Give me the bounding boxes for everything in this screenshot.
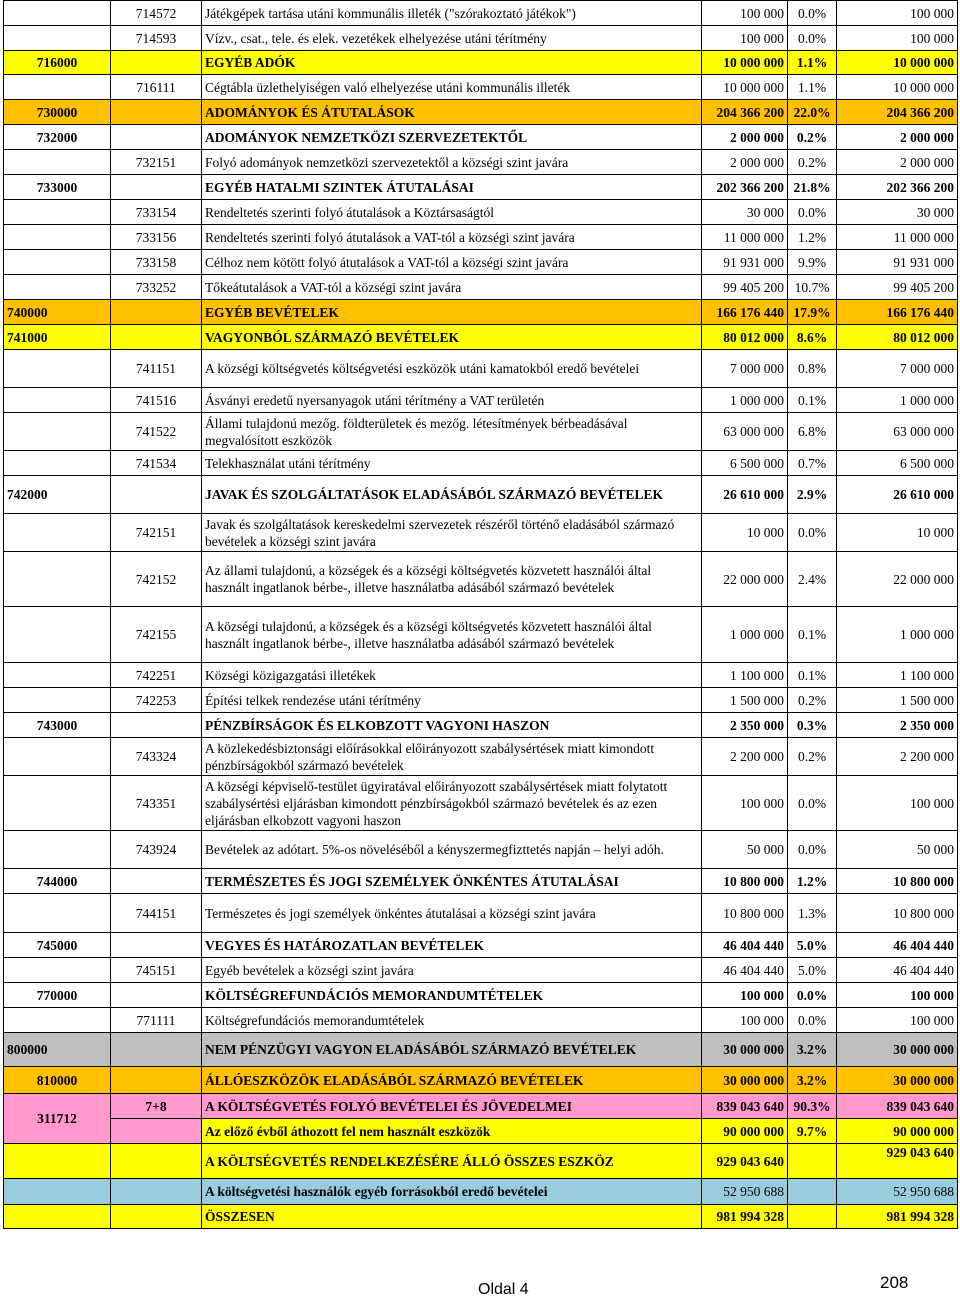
amount-value: 30 000 000 <box>702 1033 788 1067</box>
amount-value: 46 404 440 <box>702 933 788 958</box>
total-value: 10 000 000 <box>837 75 958 100</box>
code-sub <box>111 983 202 1008</box>
code-main: 742000 <box>4 476 111 514</box>
code-sub: 742253 <box>111 688 202 713</box>
row-description: VEGYES ÉS HATÁROZATLAN BEVÉTELEK <box>202 933 702 958</box>
row-description: Telekhasználat utáni térítmény <box>202 451 702 476</box>
code-sub <box>111 1205 202 1229</box>
code-main <box>4 1179 111 1205</box>
percent-value: 0.2% <box>788 688 837 713</box>
code-sub <box>111 125 202 150</box>
amount-value: 981 994 328 <box>702 1205 788 1229</box>
table-row <box>4 26 958 51</box>
percent-value: 9.7% <box>788 1119 837 1144</box>
row-description: ADOMÁNYOK NEMZETKÖZI SZERVEZETEKTŐL <box>202 125 702 150</box>
percent-value: 0.1% <box>788 607 837 663</box>
amount-value: 202 366 200 <box>702 175 788 200</box>
total-value: 46 404 440 <box>837 933 958 958</box>
amount-value: 839 043 640 <box>702 1094 788 1119</box>
total-value: 52 950 688 <box>837 1179 958 1205</box>
percent-value: 5.0% <box>788 958 837 983</box>
row-description: PÉNZBÍRSÁGOK ÉS ELKOBZOTT VAGYONI HASZON <box>202 713 702 738</box>
code-main: 743000 <box>4 713 111 738</box>
code-sub <box>111 1179 202 1205</box>
code-main: 810000 <box>4 1067 111 1094</box>
table-row <box>4 1179 958 1205</box>
row-description: Állami tulajdonú mezőg. földterületek és mezőg. létesítmények bérbeadásával megvalósított eszközök <box>202 413 702 451</box>
table-row <box>4 552 958 607</box>
percent-value: 1.3% <box>788 894 837 933</box>
amount-value: 52 950 688 <box>702 1179 788 1205</box>
code-main <box>4 1008 111 1033</box>
percent-value: 2.4% <box>788 552 837 607</box>
amount-value: 2 000 000 <box>702 125 788 150</box>
table-row <box>4 200 958 225</box>
code-main: 716000 <box>4 51 111 75</box>
amount-value: 1 000 000 <box>702 388 788 413</box>
code-sub <box>111 1033 202 1067</box>
row-description: EGYÉB HATALMI SZINTEK ÁTUTALÁSAI <box>202 175 702 200</box>
code-main <box>4 150 111 175</box>
row-description: Bevételek az adótart. 5%-os növeléséből a kényszermegfizttetés napján – helyi adóh. <box>202 831 702 869</box>
amount-value: 166 176 440 <box>702 300 788 325</box>
code-main <box>4 1 111 26</box>
total-value: 6 500 000 <box>837 451 958 476</box>
code-sub: 742155 <box>111 607 202 663</box>
code-sub: 7+8 <box>111 1094 202 1119</box>
amount-value: 63 000 000 <box>702 413 788 451</box>
code-main <box>4 250 111 275</box>
table-row <box>4 150 958 175</box>
total-value: 1 000 000 <box>837 607 958 663</box>
code-main: 740000 <box>4 300 111 325</box>
code-sub: 732151 <box>111 150 202 175</box>
row-description: Községi közigazgatási illetékek <box>202 663 702 688</box>
code-main: 730000 <box>4 100 111 125</box>
total-value: 100 000 <box>837 1008 958 1033</box>
code-main <box>4 958 111 983</box>
table-row <box>4 831 958 869</box>
row-description: A KÖLTSÉGVETÉS FOLYÓ BEVÉTELEI ÉS JÖVEDELMEI <box>202 1094 702 1119</box>
amount-value: 1 100 000 <box>702 663 788 688</box>
amount-value: 2 000 000 <box>702 150 788 175</box>
total-value: 1 100 000 <box>837 663 958 688</box>
total-value: 7 000 000 <box>837 350 958 388</box>
row-description: Az állami tulajdonú, a községek és a községi költségvetés közvetett használói által használt ingatlanok bérbe-, illetve használatba adásából származó bevételek <box>202 552 702 607</box>
total-value: 100 000 <box>837 983 958 1008</box>
table-row <box>4 413 958 451</box>
table-row <box>4 250 958 275</box>
code-sub <box>111 1144 202 1179</box>
code-main <box>4 1144 111 1179</box>
total-value: 2 200 000 <box>837 738 958 776</box>
table-row <box>4 958 958 983</box>
total-value: 26 610 000 <box>837 476 958 514</box>
total-value: 202 366 200 <box>837 175 958 200</box>
row-description: ÁLLÓESZKÖZÖK ELADÁSÁBÓL SZÁRMAZÓ BEVÉTELEK <box>202 1067 702 1094</box>
percent-value: 0.0% <box>788 514 837 552</box>
total-value: 50 000 <box>837 831 958 869</box>
amount-value: 10 000 <box>702 514 788 552</box>
code-main <box>4 1205 111 1229</box>
row-description: Ásványi eredetű nyersanyagok utáni térítmény a VAT területén <box>202 388 702 413</box>
code-sub: 741534 <box>111 451 202 476</box>
row-description: Költségrefundációs memorandumtételek <box>202 1008 702 1033</box>
amount-value: 22 000 000 <box>702 552 788 607</box>
code-sub: 733154 <box>111 200 202 225</box>
percent-value: 0.8% <box>788 350 837 388</box>
amount-value: 10 000 000 <box>702 75 788 100</box>
table-row <box>4 1033 958 1067</box>
amount-value: 50 000 <box>702 831 788 869</box>
total-value: 46 404 440 <box>837 958 958 983</box>
amount-value: 7 000 000 <box>702 350 788 388</box>
row-description: A községi tulajdonú, a községek és a községi költségvetés közvetett használói által használt ingatlanok bérbe-, illetve használatba adásából származó bevételek <box>202 607 702 663</box>
percent-value: 1.1% <box>788 75 837 100</box>
row-description: A községi költségvetés költségvetési eszközök utáni kamatokból eredő bevételei <box>202 350 702 388</box>
table-row <box>4 1067 958 1094</box>
code-sub: 771111 <box>111 1008 202 1033</box>
row-description: ÖSSZESEN <box>202 1205 702 1229</box>
percent-value: 0.0% <box>788 1008 837 1033</box>
code-main <box>4 894 111 933</box>
code-sub <box>111 933 202 958</box>
total-value: 1 500 000 <box>837 688 958 713</box>
table-row <box>4 869 958 894</box>
table-row <box>4 738 958 776</box>
amount-value: 1 000 000 <box>702 607 788 663</box>
code-main <box>4 607 111 663</box>
total-value: 30 000 000 <box>837 1033 958 1067</box>
table-row <box>4 1 958 26</box>
code-sub: 742151 <box>111 514 202 552</box>
total-value: 2 000 000 <box>837 150 958 175</box>
code-main <box>4 738 111 776</box>
table-row <box>4 75 958 100</box>
amount-value: 10 800 000 <box>702 869 788 894</box>
total-value: 80 012 000 <box>837 325 958 350</box>
table-row <box>4 451 958 476</box>
code-sub <box>111 1119 202 1144</box>
percent-value: 0.0% <box>788 26 837 51</box>
row-description: Vízv., csat., tele. és elek. vezetékek elhelyezése utáni térítmény <box>202 26 702 51</box>
total-value: 2 350 000 <box>837 713 958 738</box>
code-sub <box>111 175 202 200</box>
total-value: 100 000 <box>837 776 958 831</box>
row-description: Folyó adományok nemzetközi szervezetektől a községi szint javára <box>202 150 702 175</box>
row-description: Rendeltetés szerinti folyó átutalások a VAT-tól a községi szint javára <box>202 225 702 250</box>
percent-value: 0.1% <box>788 663 837 688</box>
code-sub: 745151 <box>111 958 202 983</box>
amount-value: 11 000 000 <box>702 225 788 250</box>
row-description: VAGYONBÓL SZÁRMAZÓ BEVÉTELEK <box>202 325 702 350</box>
row-description: A községi képviselő-testület ügyiratával előirányozott szabálysértések miatt folytatott szabálysértési eljárásban kimondott pénzbírságokból származó bevételek és az ezen eljárásban elkobzott vagyoni haszon <box>202 776 702 831</box>
code-main: 744000 <box>4 869 111 894</box>
total-value: 91 931 000 <box>837 250 958 275</box>
total-value: 839 043 640 <box>837 1094 958 1119</box>
code-main: 745000 <box>4 933 111 958</box>
table-row <box>4 51 958 75</box>
code-sub <box>111 713 202 738</box>
code-main <box>4 688 111 713</box>
row-description: Tőkeátutalások a VAT-tól a községi szint javára <box>202 275 702 300</box>
table-row <box>4 933 958 958</box>
amount-value: 100 000 <box>702 1008 788 1033</box>
amount-value: 90 000 000 <box>702 1119 788 1144</box>
row-description: Az előző évből áthozott fel nem használt eszközök <box>202 1119 702 1144</box>
percent-value: 3.2% <box>788 1067 837 1094</box>
code-main <box>4 75 111 100</box>
row-description: EGYÉB ADÓK <box>202 51 702 75</box>
amount-value: 10 000 000 <box>702 51 788 75</box>
code-sub: 714593 <box>111 26 202 51</box>
table-row <box>4 776 958 831</box>
code-sub: 716111 <box>111 75 202 100</box>
percent-value: 1.2% <box>788 225 837 250</box>
amount-value: 204 366 200 <box>702 100 788 125</box>
code-main <box>4 350 111 388</box>
table-row <box>4 476 958 514</box>
percent-value: 0.0% <box>788 1 837 26</box>
code-sub: 744151 <box>111 894 202 933</box>
percent-value <box>788 1205 837 1229</box>
row-description: NEM PÉNZÜGYI VAGYON ELADÁSÁBÓL SZÁRMAZÓ BEVÉTELEK <box>202 1033 702 1067</box>
code-sub <box>111 1067 202 1094</box>
total-value: 30 000 <box>837 200 958 225</box>
total-value: 11 000 000 <box>837 225 958 250</box>
row-description: Építési telkek rendezése utáni térítmény <box>202 688 702 713</box>
code-main: 733000 <box>4 175 111 200</box>
amount-value: 2 200 000 <box>702 738 788 776</box>
amount-value: 30 000 000 <box>702 1067 788 1094</box>
total-value: 2 000 000 <box>837 125 958 150</box>
amount-value: 1 500 000 <box>702 688 788 713</box>
code-sub: 714572 <box>111 1 202 26</box>
percent-value: 2.9% <box>788 476 837 514</box>
code-sub <box>111 51 202 75</box>
code-sub: 743351 <box>111 776 202 831</box>
code-main <box>4 225 111 250</box>
table-row <box>4 514 958 552</box>
row-description: A KÖLTSÉGVETÉS RENDELKEZÉSÉRE ÁLLÓ ÖSSZES ESZKÖZ <box>202 1144 702 1179</box>
code-sub <box>111 300 202 325</box>
code-main <box>4 776 111 831</box>
row-description: ADOMÁNYOK ÉS ÁTUTALÁSOK <box>202 100 702 125</box>
total-value: 90 000 000 <box>837 1119 958 1144</box>
code-main <box>4 413 111 451</box>
percent-value: 5.0% <box>788 933 837 958</box>
total-value: 10 800 000 <box>837 869 958 894</box>
row-description: KÖLTSÉGREFUNDÁCIÓS MEMORANDUMTÉTELEK <box>202 983 702 1008</box>
table-row <box>4 1094 958 1119</box>
table-row <box>4 713 958 738</box>
code-sub <box>111 325 202 350</box>
amount-value: 100 000 <box>702 983 788 1008</box>
percent-value: 0.2% <box>788 150 837 175</box>
amount-value: 100 000 <box>702 776 788 831</box>
code-sub: 733156 <box>111 225 202 250</box>
row-description: A közlekedésbiztonsági előírásokkal előirányozott szabálysértések miatt kimondott pénzbírságokból származó bevételek <box>202 738 702 776</box>
total-value: 204 366 200 <box>837 100 958 125</box>
percent-value: 1.1% <box>788 51 837 75</box>
percent-value: 0.0% <box>788 983 837 1008</box>
percent-value: 3.2% <box>788 1033 837 1067</box>
amount-value: 46 404 440 <box>702 958 788 983</box>
amount-value: 91 931 000 <box>702 250 788 275</box>
code-sub: 741516 <box>111 388 202 413</box>
table-row <box>4 125 958 150</box>
row-description: Játékgépek tartása utáni kommunális illeték ("szórakoztató játékok") <box>202 1 702 26</box>
code-main <box>4 663 111 688</box>
percent-value: 22.0% <box>788 100 837 125</box>
page-label: Oldal 4 <box>478 1281 529 1298</box>
row-description: TERMÉSZETES ÉS JOGI SZEMÉLYEK ÖNKÉNTES ÁTUTALÁSAI <box>202 869 702 894</box>
total-value: 10 000 000 <box>837 51 958 75</box>
code-sub: 743924 <box>111 831 202 869</box>
total-value: 166 176 440 <box>837 300 958 325</box>
percent-value: 0.2% <box>788 125 837 150</box>
code-sub: 733252 <box>111 275 202 300</box>
percent-value: 0.1% <box>788 388 837 413</box>
code-main: 800000 <box>4 1033 111 1067</box>
code-main <box>4 26 111 51</box>
percent-value: 0.0% <box>788 831 837 869</box>
table-row <box>4 175 958 200</box>
code-sub <box>111 869 202 894</box>
percent-value: 1.2% <box>788 869 837 894</box>
percent-value: 21.8% <box>788 175 837 200</box>
total-value: 30 000 000 <box>837 1067 958 1094</box>
row-description: A költségvetési használók egyéb forrásokból eredő bevételei <box>202 1179 702 1205</box>
amount-value: 2 350 000 <box>702 713 788 738</box>
code-sub: 742251 <box>111 663 202 688</box>
total-value: 63 000 000 <box>837 413 958 451</box>
percent-value <box>788 1144 837 1179</box>
code-main: 741000 <box>4 325 111 350</box>
code-sub: 741151 <box>111 350 202 388</box>
percent-value: 0.7% <box>788 451 837 476</box>
code-main: 732000 <box>4 125 111 150</box>
amount-value: 26 610 000 <box>702 476 788 514</box>
amount-value: 100 000 <box>702 26 788 51</box>
code-main <box>4 451 111 476</box>
percent-value: 90.3% <box>788 1094 837 1119</box>
table-row <box>4 300 958 325</box>
total-value: 99 405 200 <box>837 275 958 300</box>
percent-value <box>788 1179 837 1205</box>
row-description: Rendeltetés szerinti folyó átutalások a Köztársaságtól <box>202 200 702 225</box>
revenue-table <box>3 0 958 1229</box>
table-row <box>4 607 958 663</box>
row-description: Egyéb bevételek a községi szint javára <box>202 958 702 983</box>
percent-value: 0.0% <box>788 776 837 831</box>
code-main: 311712 <box>4 1094 111 1144</box>
percent-value: 10.7% <box>788 275 837 300</box>
total-value: 100 000 <box>837 26 958 51</box>
code-main <box>4 388 111 413</box>
table-row <box>4 275 958 300</box>
total-value: 22 000 000 <box>837 552 958 607</box>
percent-value: 8.6% <box>788 325 837 350</box>
amount-value: 100 000 <box>702 1 788 26</box>
code-main <box>4 200 111 225</box>
table-row <box>4 350 958 388</box>
table-row <box>4 225 958 250</box>
table-row <box>4 1144 958 1179</box>
percent-value: 0.2% <box>788 738 837 776</box>
table-row <box>4 1008 958 1033</box>
table-row <box>4 1119 958 1144</box>
page-number: 208 <box>880 1273 909 1292</box>
row-description: Természetes és jogi személyek önkéntes átutalásai a községi szint javára <box>202 894 702 933</box>
amount-value: 929 043 640 <box>702 1144 788 1179</box>
table-row <box>4 1205 958 1229</box>
total-value: 10 000 <box>837 514 958 552</box>
table-row <box>4 894 958 933</box>
percent-value: 17.9% <box>788 300 837 325</box>
amount-value: 80 012 000 <box>702 325 788 350</box>
row-description: EGYÉB BEVÉTELEK <box>202 300 702 325</box>
percent-value: 6.8% <box>788 413 837 451</box>
total-value: 1 000 000 <box>837 388 958 413</box>
total-value: 929 043 640 <box>837 1144 958 1179</box>
amount-value: 6 500 000 <box>702 451 788 476</box>
total-value: 100 000 <box>837 1 958 26</box>
code-sub: 743324 <box>111 738 202 776</box>
table-row <box>4 325 958 350</box>
code-sub: 742152 <box>111 552 202 607</box>
row-description: Cégtábla üzlethelyiségen való elhelyezése utáni kommunális illeték <box>202 75 702 100</box>
percent-value: 0.3% <box>788 713 837 738</box>
table-row <box>4 388 958 413</box>
code-main <box>4 514 111 552</box>
percent-value: 9.9% <box>788 250 837 275</box>
table-row <box>4 688 958 713</box>
table-row <box>4 663 958 688</box>
code-main: 770000 <box>4 983 111 1008</box>
code-sub: 733158 <box>111 250 202 275</box>
code-sub <box>111 100 202 125</box>
percent-value: 0.0% <box>788 200 837 225</box>
row-description: Célhoz nem kötött folyó átutalások a VAT-tól a községi szint javára <box>202 250 702 275</box>
row-description: Javak és szolgáltatások kereskedelmi szervezetek részéről történő eladásából származó bevételek a községi szint javára <box>202 514 702 552</box>
code-main <box>4 831 111 869</box>
amount-value: 30 000 <box>702 200 788 225</box>
table-row <box>4 100 958 125</box>
total-value: 981 994 328 <box>837 1205 958 1229</box>
code-sub: 741522 <box>111 413 202 451</box>
row-description: JAVAK ÉS SZOLGÁLTATÁSOK ELADÁSÁBÓL SZÁRMAZÓ BEVÉTELEK <box>202 476 702 514</box>
code-main <box>4 275 111 300</box>
code-sub <box>111 476 202 514</box>
amount-value: 99 405 200 <box>702 275 788 300</box>
amount-value: 10 800 000 <box>702 894 788 933</box>
code-main <box>4 552 111 607</box>
total-value: 10 800 000 <box>837 894 958 933</box>
table-row <box>4 983 958 1008</box>
